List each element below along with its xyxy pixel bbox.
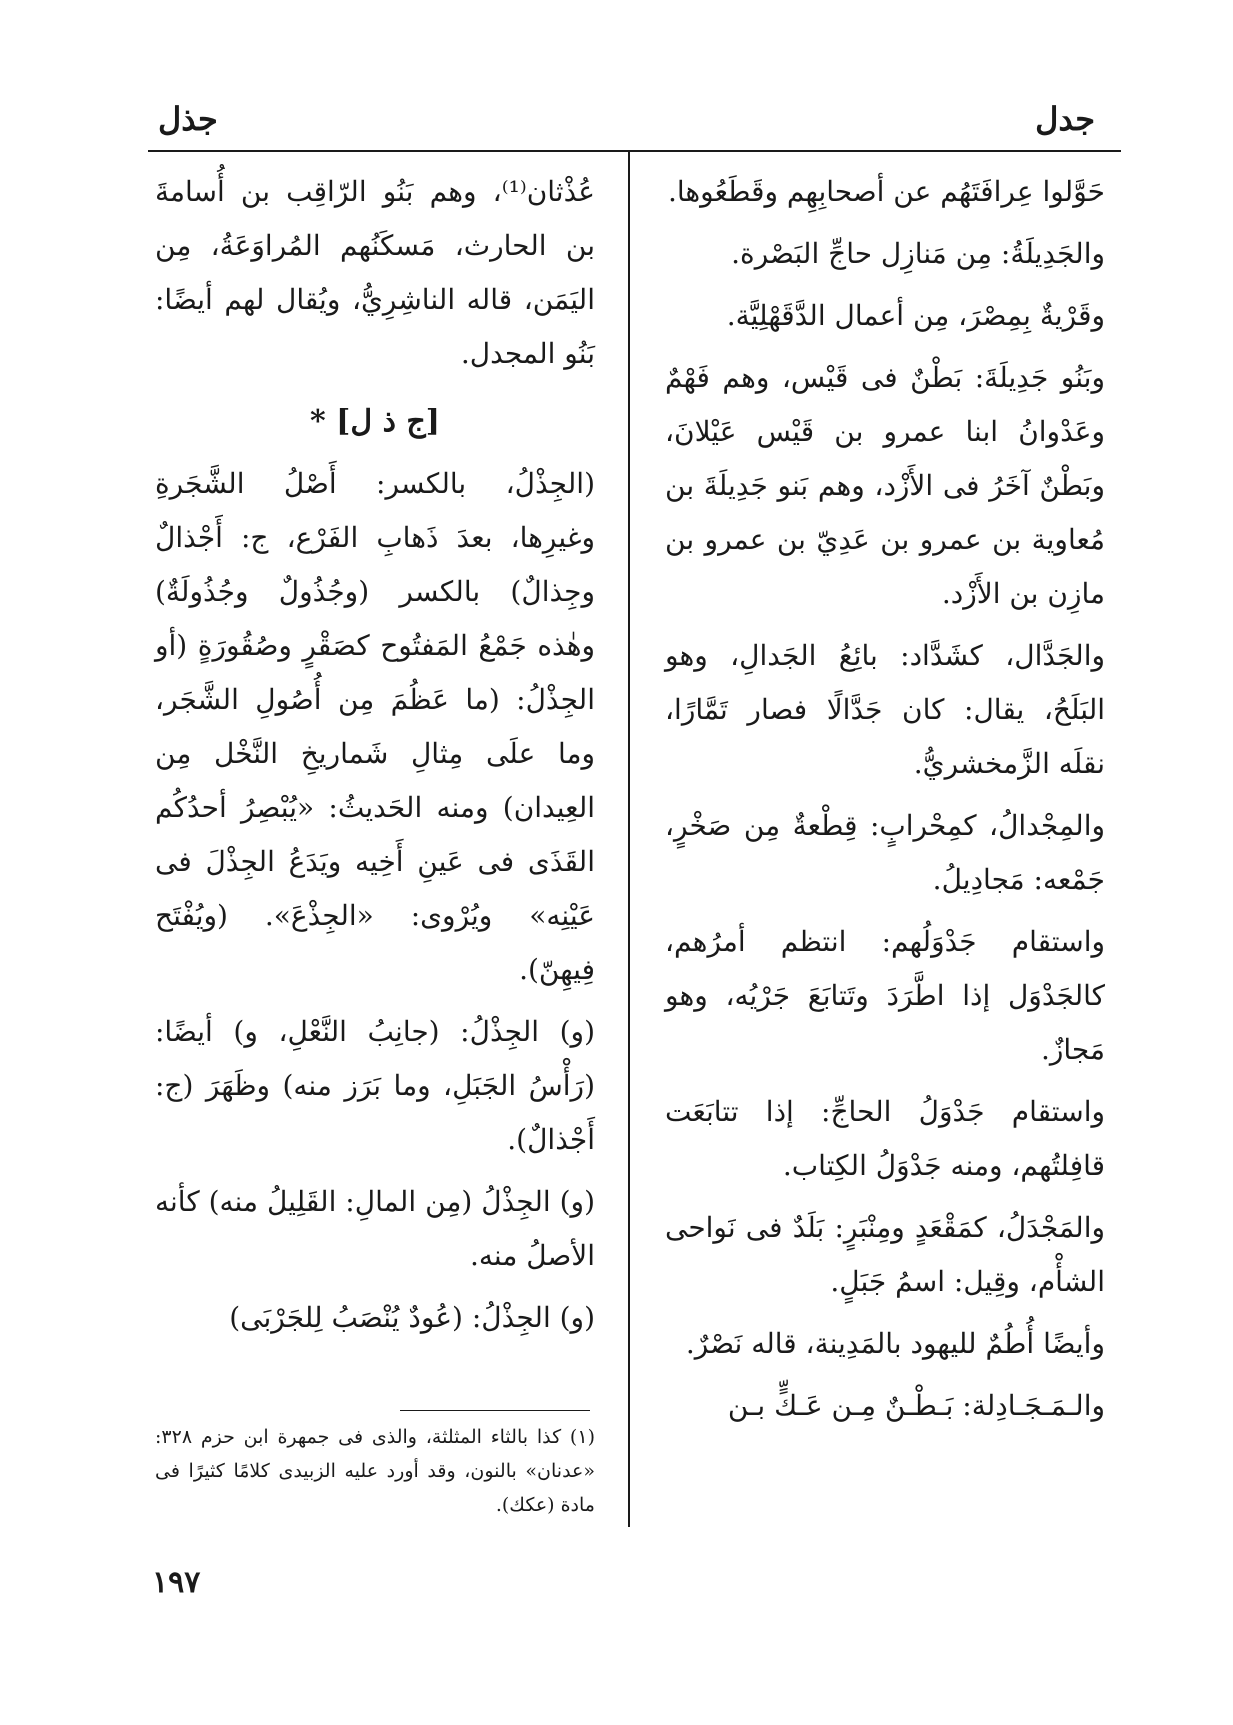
entry-paragraph: (و) الجِذْلُ: (جانِبُ النَّعْلِ، و) أيضًا: (رَأْسُ الجَبَلِ، وما بَرَز منه) وظَهَرَ (ج: أَجْذالٌ). bbox=[155, 1015, 595, 1156]
entry-paragraph: واستقام جَدْوَلُ الحاجِّ: إذا تتابَعَت قافِلتُهم، ومنه جَدْوَلُ الكِتاب. bbox=[665, 1095, 1105, 1182]
left-column bbox=[155, 165, 595, 1353]
entry-paragraph: (الجِذْلُ، بالكسر: أَصْلُ الشَّجَرةِ وغيرِها، بعدَ ذَهابِ الفَرْع، ج: أَجْذالٌ وجِذالٌ) بالكسر (وجُذُولٌ وجُذُولَةٌ) وهٰذه جَمْعُ المَفتُوح كصَقْرٍ وصُقُورَةٍ (أو الجِذْلُ: (ما عَظُمَ مِن أُصُولِ الشَّجَر، وما علَى مِثالِ شَماريخِ النَّخْل مِن العِيدان) ومنه الحَديثُ: «يُبْصِرُ أحدُكُم القَذَى فى عَينِ أَخِيه ويَدَعُ الجِذْلَ فى عَيْنِه» ويُرْوى: «الجِذْعَ». (ويُفْتَح فِيهِنّ). bbox=[155, 467, 595, 986]
entry-paragraph: وقَرْيةٌ بِمِصْرَ، مِن أعمال الدَّقَهْلِيَّة. bbox=[726, 299, 1105, 332]
entry-paragraph: واستقام جَدْوَلُهم: انتظم أمرُهم، كالجَدْوَل إذا اطَّرَدَ وتَتابَعَ جَرْيُه، وهو مَجازٌ. bbox=[665, 925, 1105, 1066]
footnote: (١) كذا بالثاء المثلثة، والذى فى جمهرة ابن حزم ٣٢٨: «عدنان» بالنون، وقد أورد عليه الزبيدى كلامًا كثيرًا فى مادة (عكك). bbox=[155, 1426, 595, 1516]
running-head-left: جذل bbox=[158, 100, 218, 138]
root-heading: [ج ذ ل] * bbox=[310, 404, 440, 439]
entry-paragraph: والمَجْدَلُ، كمَقْعَدٍ ومِنْبَرٍ: بَلَدٌ فى نَواحى الشأْم، وقِيل: اسمُ جَبَلٍ. bbox=[665, 1211, 1105, 1298]
entry-paragraph: حَوَّلوا عِرافَتَهُم عن أصحابِهِم وقَطَعُوها. bbox=[667, 175, 1105, 208]
footnote-rule bbox=[400, 1410, 590, 1411]
entry-paragraph: وأيضًا أُطُمٌ لليهود بالمَدِينة، قاله نَصْرٌ. bbox=[685, 1327, 1105, 1360]
entry-paragraph: (و) الجِذْلُ: (عُودٌ يُنْصَبُ لِلجَرْبَى) bbox=[229, 1301, 595, 1334]
page-number: ١٩٧ bbox=[152, 1565, 201, 1600]
entry-paragraph: عُذْثان⁽¹⁾، وهم بَنُو الرّاقِب بن أُسامةَ بن الحارث، مَسكَنُهم المُراوَعَةُ، مِن اليَمَن، قاله الناشِرِيُّ، ويُقال لهم أيضًا: بَنُو المجدل. bbox=[155, 175, 595, 370]
header-rule bbox=[148, 150, 1121, 152]
entry-paragraph: والـمَـجَـادِلة: بَـطْـنٌ مِـن عَـكٍّ بـن bbox=[727, 1389, 1105, 1422]
column-divider bbox=[628, 152, 630, 1527]
right-column bbox=[665, 165, 1105, 1441]
entry-paragraph: والمِجْدالُ، كمِحْرابٍ: قِطْعةٌ مِن صَخْرٍ، جَمْعه: مَجادِيلُ. bbox=[665, 809, 1105, 896]
running-head-right: جدل bbox=[1035, 100, 1095, 138]
entry-paragraph: (و) الجِذْلُ (مِن المالِ: القَلِيلُ منه) كأنه الأصلُ منه. bbox=[155, 1185, 595, 1272]
entry-paragraph: والجَدَّال، كشَدَّاد: بائِعُ الجَدالِ، وهو البَلَحُ، يقال: كان جَدَّالًا فصار تَمَّارًا، نقلَه الزَّمخشريُّ. bbox=[665, 639, 1105, 780]
entry-paragraph: والجَدِيلَةُ: مِن مَنازِل حاجِّ البَصْرة. bbox=[731, 237, 1105, 270]
entry-paragraph: وبَنُو جَدِيلَةَ: بَطْنٌ فى قَيْس، وهم فَهْمٌ وعَدْوانُ ابنا عمرو بن قَيْس عَيْلانَ، وبَطْنٌ آخَرُ فى الأَزْد، وهم بَنو جَدِيلَةَ بن مُعاوية بن عمرو بن عَدِيّ بن عمرو بن مازِن بن الأَزْد. bbox=[665, 361, 1105, 610]
